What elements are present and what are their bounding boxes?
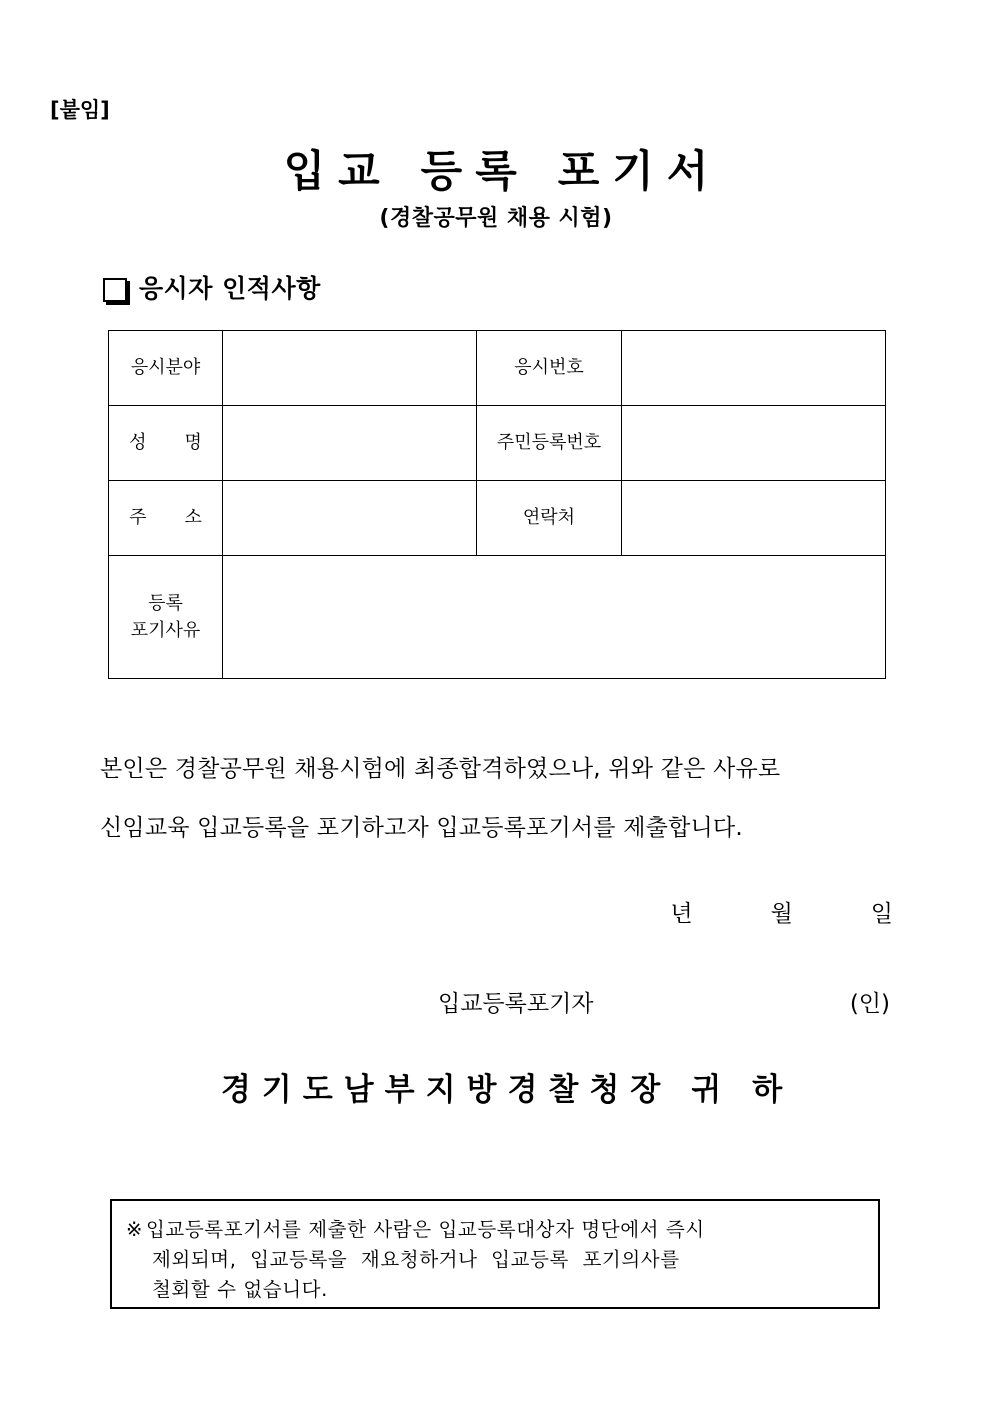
label-waiver-reason xyxy=(109,556,223,679)
note-line-2: 제외되며, 입교등록을 재요청하거나 입교등록 포기의사를 xyxy=(152,1248,680,1272)
note-line-3: 철회할 수 없습니다. xyxy=(152,1278,328,1302)
recipient-office: 경기도남부지방경찰청장 xyxy=(220,1072,672,1108)
note-box xyxy=(110,1199,880,1309)
page-title: 입교 등록 포기서 xyxy=(283,147,722,197)
table-row-reason xyxy=(109,556,886,679)
signature-line xyxy=(438,993,890,1016)
label-name-char1: 성 xyxy=(129,431,147,453)
body-line-1: 본인은 경찰공무원 채용시험에 최종합격하였으나, 위와 같은 사유로 xyxy=(100,756,781,782)
date-month-label: 월 xyxy=(770,901,793,927)
label-address-char2: 소 xyxy=(184,506,202,528)
section-heading-label: 응시자 인적사항 xyxy=(139,274,321,303)
body-paragraph xyxy=(100,740,900,857)
note-line-1 xyxy=(126,1215,868,1245)
table-row xyxy=(109,406,886,481)
attachment-tag: [붙임] xyxy=(50,98,110,122)
field-contact[interactable] xyxy=(622,481,886,556)
label-exam-field: 응시분야 xyxy=(109,331,223,406)
body-line-2: 신임교육 입교등록을 포기하고자 입교등록포기서를 제출합니다. xyxy=(100,814,743,841)
checkbox-empty-icon xyxy=(103,278,127,302)
field-resident-registration-number[interactable] xyxy=(622,406,886,481)
field-exam-field[interactable] xyxy=(223,331,477,406)
note-line-1-text: 입교등록포기서를 제출한 사람은 입교등록대상자 명단에서 즉시 xyxy=(145,1218,705,1241)
note-text xyxy=(112,1201,878,1306)
label-resident-registration-number: 주민등록번호 xyxy=(477,406,622,481)
field-exam-number[interactable] xyxy=(622,331,886,406)
label-waiver-reason-line1: 등록 xyxy=(148,593,183,614)
recipient-honorific-2: 하 xyxy=(752,1072,794,1108)
recipient-honorific-1: 귀 xyxy=(691,1072,733,1108)
label-address-char1: 주 xyxy=(129,506,147,528)
table-row xyxy=(109,331,886,406)
title-block xyxy=(0,148,992,230)
applicant-info-table xyxy=(108,330,886,679)
recipient-line xyxy=(0,1072,992,1109)
date-day-label: 일 xyxy=(870,901,893,927)
field-waiver-reason[interactable] xyxy=(223,556,886,679)
reference-mark-icon: ※ xyxy=(126,1218,143,1241)
label-contact: 연락처 xyxy=(477,481,622,556)
label-name xyxy=(109,406,223,481)
section-heading xyxy=(103,276,321,301)
field-name[interactable] xyxy=(223,406,477,481)
date-line xyxy=(0,903,893,926)
signature-label: 입교등록포기자 xyxy=(438,991,594,1017)
label-exam-number: 응시번호 xyxy=(477,331,622,406)
date-year-label: 년 xyxy=(670,901,693,927)
field-address[interactable] xyxy=(223,481,477,556)
table-row xyxy=(109,481,886,556)
label-address xyxy=(109,481,223,556)
label-name-char2: 명 xyxy=(184,431,202,453)
seal-mark: (인) xyxy=(849,991,890,1017)
page-subtitle: (경찰공무원 채용 시험) xyxy=(379,206,613,232)
label-waiver-reason-line2: 포기사유 xyxy=(130,620,201,641)
